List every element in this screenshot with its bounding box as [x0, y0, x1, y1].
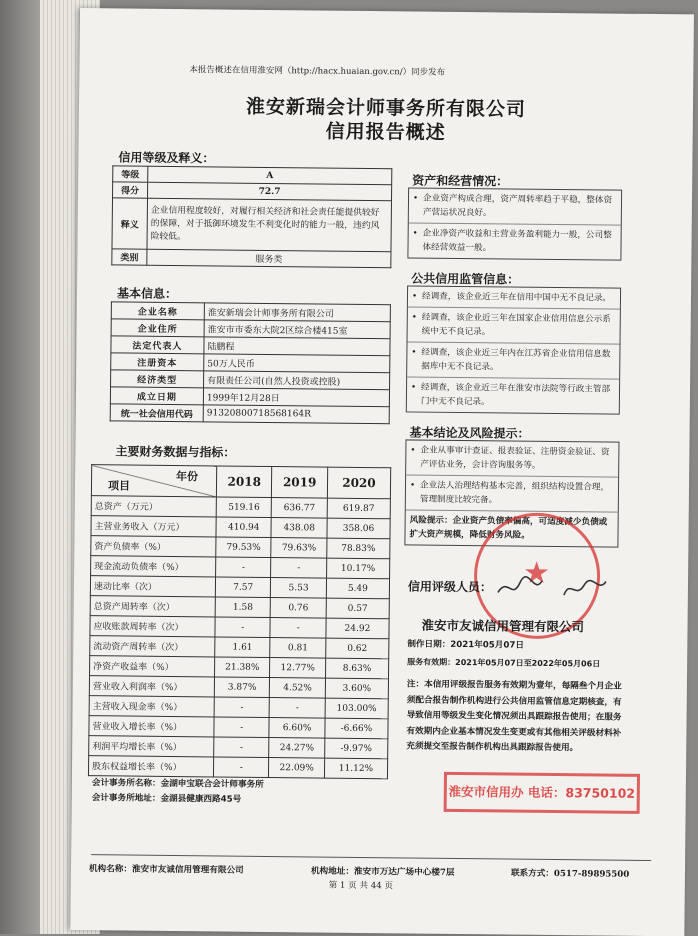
metric-name: 应收账款周转率	[93, 622, 157, 633]
row-label	[90, 616, 215, 637]
metric-value: 4.52%	[270, 678, 326, 699]
metric-unit: （%）	[155, 722, 183, 734]
metric-value: 438.08	[271, 518, 327, 539]
credit-explanation: 企业信用程度较好，对履行相关经济和社会责任能提供较好的保障，对于抵御环境发生不利变化时的能力一般，违约风险较低。	[147, 198, 392, 252]
metric-value: -	[270, 618, 326, 639]
signature-image	[494, 572, 614, 608]
list-item: • 经调查，该企业近三年在淮安市法院等行政主管部门中无不良记录。	[407, 377, 619, 413]
metric-name: 现金流动负债率	[94, 562, 158, 573]
metric-value: 519.16	[216, 497, 272, 518]
corner-item-label: 项目	[107, 479, 131, 493]
metric-value: -	[271, 558, 327, 579]
list-item: • 企业净资产收益和主营业务盈利能力一般，公司整体经营效益一般。	[408, 223, 620, 259]
metric-value: 1.58	[215, 597, 271, 618]
table-corner	[91, 465, 216, 497]
signature-icon	[494, 572, 614, 603]
metric-value: 24.92	[326, 618, 389, 639]
footer-address: 机构地址：淮安市万达广场中心楼7层	[310, 866, 455, 878]
metric-unit: （次）	[156, 642, 184, 654]
office-stamp: 淮安市信用办 电话：83750102	[444, 772, 640, 814]
report-subtitle: 信用报告概述	[325, 120, 446, 144]
metric-value: 0.57	[326, 598, 389, 619]
metric-unit: （万元）	[121, 502, 158, 513]
made-date: 制作日期：2021年05月07日	[407, 639, 524, 651]
public-section-title: 公共信用监管信息：	[411, 271, 520, 287]
metric-value: -	[214, 737, 270, 758]
metric-value: 410.94	[216, 517, 272, 538]
economic-type: 有限责任公司(自然人投资或控股)	[204, 371, 390, 390]
table-row	[112, 198, 392, 252]
metric-unit: （%）	[157, 562, 184, 574]
year-header: 2020	[327, 467, 390, 499]
metric-unit: （%）	[155, 702, 183, 714]
metric-name: 总资产	[94, 502, 122, 513]
metric-unit: （次）	[147, 602, 175, 614]
legal-representative: 陆鹏程	[204, 337, 390, 356]
metric-value: 6.60%	[269, 718, 325, 739]
row-label	[90, 596, 215, 617]
basic-label: 注册资本	[111, 353, 204, 371]
metric-value: -	[213, 757, 269, 778]
row-label	[90, 656, 215, 677]
metric-value: 0.62	[326, 638, 389, 659]
row-label	[89, 716, 214, 737]
metric-name: 总资产周转率	[93, 602, 148, 613]
company-address: 淮安市市委东大院2区综合楼415室	[204, 320, 390, 339]
credit-section-title: 信用等级及释义：	[118, 150, 215, 166]
metric-value: -	[214, 697, 270, 718]
metric-name: 股东权益增长率	[91, 762, 156, 773]
metric-name: 流动资产周转率	[93, 642, 157, 653]
metric-unit: （%）	[155, 742, 182, 754]
row-label	[89, 696, 214, 717]
credit-label: 释义	[112, 198, 148, 249]
list-item: • 经调查，该企业近三年内在江苏省企业信用信息数据库中无不良记录。	[407, 342, 619, 379]
firm-name: 会计事务所名称：金湖申宝联合会计师事务所	[91, 778, 264, 790]
metric-unit: （%）	[155, 762, 182, 774]
credit-label: 类别	[112, 249, 147, 265]
metric-value: -	[214, 717, 270, 738]
registered-capital: 50万人民币	[204, 354, 390, 373]
metric-value: 0.76	[271, 598, 327, 619]
conclusion-section-title: 基本结论及风险提示：	[409, 425, 530, 441]
metric-unit: （次）	[156, 622, 184, 634]
footer-phone: 联系方式：0517-89895500	[510, 868, 630, 880]
list-item: • 企业法人治理结构基本完善，组织结构设置合理，管理制度比较完备。	[406, 475, 618, 512]
metric-name: 资产负债率	[94, 542, 140, 553]
basic-section-title: 基本信息：	[116, 286, 178, 302]
metric-unit: （%）	[155, 682, 183, 694]
public-box	[406, 285, 621, 414]
metric-value: 7.57	[215, 577, 271, 598]
year-header: 2019	[272, 467, 328, 499]
page-number: 第 1 页 共 44 页	[328, 880, 394, 892]
metric-value: -	[270, 698, 326, 719]
metric-name: 净资产收益率	[93, 662, 148, 673]
year-header: 2018	[216, 466, 272, 498]
row-label	[88, 756, 213, 777]
financial-table	[88, 464, 391, 779]
list-item: • 企业资产构成合理，资产周转率趋于平稳，整体资产营运状况良好。	[409, 188, 621, 225]
metric-value: 11.12%	[324, 758, 387, 779]
metric-value: -6.66%	[325, 718, 388, 739]
row-label	[91, 536, 216, 557]
risk-note: 风险提示：企业资产负债率偏高，可适度减少负债或扩大资产规模，降低财务风险。	[409, 515, 608, 541]
row-label	[91, 516, 216, 537]
metric-name: 营业收入利润率	[92, 682, 156, 693]
basic-label: 成立日期	[110, 387, 203, 405]
credit-table	[111, 165, 392, 268]
list-item: • 经调查，该企业近三年在信用中国中无不良记录。	[408, 286, 620, 309]
metric-name: 营业收入增长率	[92, 722, 156, 733]
agency-name: 淮安市友诚信用管理有限公司	[421, 617, 585, 635]
metric-value: 5.49	[326, 578, 389, 599]
row-label	[91, 496, 216, 517]
credit-grade: A	[148, 166, 392, 185]
basic-label: 经济类型	[111, 370, 204, 388]
establish-date: 1999年12月28日	[203, 388, 389, 407]
credit-category: 服务类	[147, 249, 391, 268]
metric-value: -9.97%	[325, 738, 388, 759]
row-label	[90, 576, 215, 597]
corner-year-label: 年份	[176, 470, 199, 484]
row-label	[91, 556, 216, 577]
metric-value: 79.63%	[271, 538, 327, 559]
metric-value: -	[215, 617, 271, 638]
metric-value: -	[216, 557, 272, 578]
metric-name: 主营业务收入	[94, 522, 149, 533]
top-note: 本报告概述在信用淮安网（http://hacx.huaian.gov.cn/）同步发布	[189, 65, 446, 78]
metric-value: 3.87%	[214, 677, 270, 698]
star-icon: ★	[522, 555, 551, 591]
credit-label: 等级	[113, 166, 148, 182]
footer-org: 机构名称：淮安市友诚信用管理有限公司	[88, 864, 244, 876]
basic-label: 法定代表人	[111, 336, 204, 354]
company-name: 淮安新瑞会计师事务所有限公司	[204, 303, 390, 322]
credit-score: 72.7	[148, 182, 392, 201]
basic-info-table	[110, 301, 391, 424]
metric-unit: （%）	[139, 542, 166, 553]
list-item: • 经调查，该企业近三年在国家企业信用信息公示系统中无不良记录。	[408, 307, 620, 344]
financial-section-title: 主要财务数据与指标：	[115, 444, 236, 460]
assets-box	[407, 187, 622, 260]
firm-address: 会计事务所地址：金湖县健康西路45号	[91, 793, 242, 805]
metric-value: 21.38%	[215, 657, 271, 678]
metric-value: 79.53%	[216, 537, 272, 558]
metric-value: 636.77	[272, 498, 328, 519]
row-label	[89, 676, 214, 697]
report-title: 淮安新瑞会计师事务所有限公司	[245, 95, 527, 121]
credit-code: 913208007185681​64R	[203, 405, 389, 424]
metric-unit: （万元）	[148, 522, 185, 534]
metric-value: 103.00%	[325, 698, 388, 719]
valid-period: 服务有效期：2021年05月07日至2022年05月06日	[407, 657, 601, 669]
metric-unit: （次）	[129, 582, 158, 593]
assets-section-title: 资产和经营情况：	[412, 173, 509, 189]
metric-value: 8.63%	[325, 658, 388, 679]
metric-value: 619.87	[327, 498, 390, 519]
metric-value: 5.53	[271, 578, 327, 599]
raters-label: 信用评级人员：	[407, 579, 493, 595]
table-row	[91, 465, 390, 499]
metric-value: 24.27%	[269, 738, 325, 759]
table-row	[110, 404, 389, 424]
metric-name: 主营收入现金率	[92, 702, 156, 713]
metric-value: 1.61	[215, 637, 271, 658]
row-label	[90, 636, 215, 657]
row-label	[89, 736, 214, 757]
metric-value: 3.60%	[325, 678, 388, 699]
credit-label: 得分	[113, 182, 148, 198]
basic-label: 企业名称	[111, 302, 204, 320]
table-row	[112, 249, 391, 268]
metric-value: 10.17%	[326, 558, 389, 579]
basic-label: 统一社会信用代码	[110, 404, 203, 422]
list-item: • 企业从事审计查证、报表验证、注册资金验证、资产评估业务，会计咨询服务等。	[406, 440, 618, 477]
report-page	[70, 8, 694, 936]
metric-name: 利润平均增长率	[92, 742, 156, 753]
table-row	[88, 756, 387, 779]
metric-value: 358.06	[327, 518, 390, 539]
metric-value: 22.09%	[269, 758, 325, 779]
metric-value: 0.81	[270, 638, 326, 659]
footer-divider	[91, 854, 651, 861]
metric-name: 速动比率	[93, 582, 131, 593]
metric-value: 12.77%	[270, 658, 326, 679]
metric-unit: （%）	[147, 662, 174, 674]
metric-value: 78.83%	[327, 538, 390, 559]
basic-label: 企业住所	[111, 319, 204, 337]
validity-note: 注：本信用评级报告服务有效期为壹年，每隔叁个月企业须配合报告制作机构进行公共信用监管信息定期核查，有导致信用等级发生变化情况须出具跟踪报告使用；在服务有效期内企业基本情况发生变更或有其他相关评级材料补充须提交至报告制作机构出具跟踪报告使用。	[406, 679, 622, 754]
